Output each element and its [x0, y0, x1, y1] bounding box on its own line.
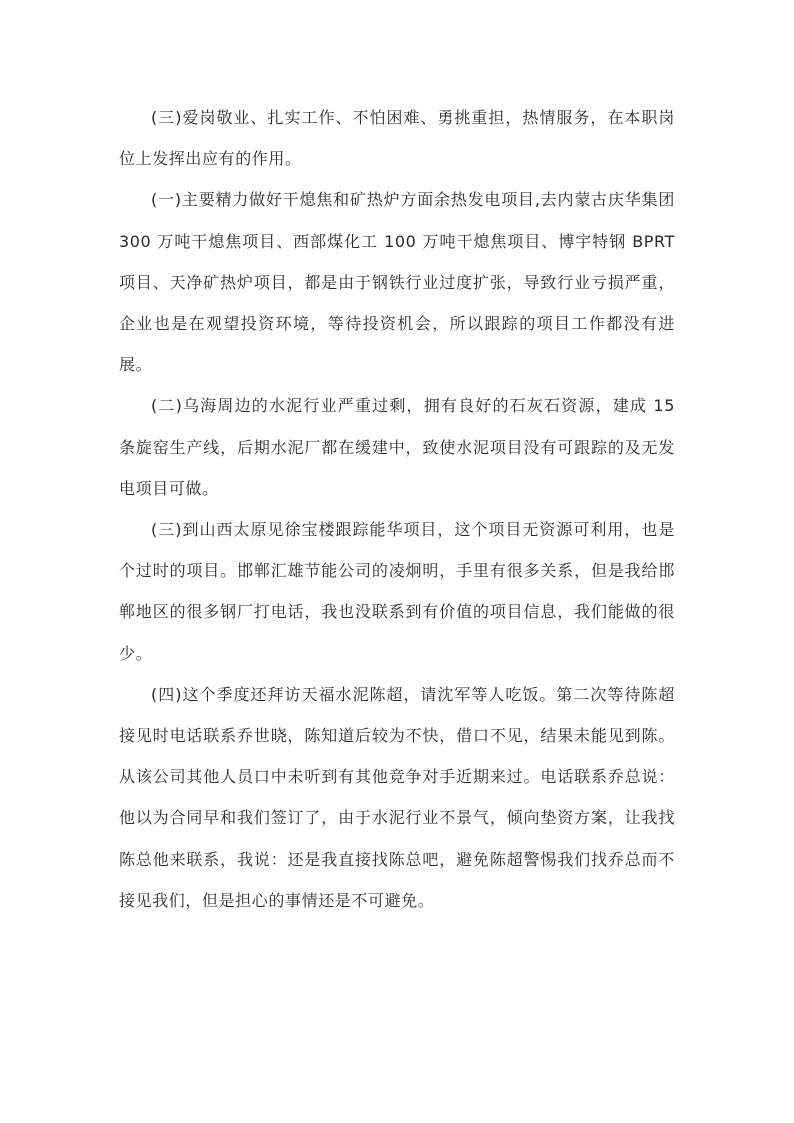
paragraph-love-work: (三)爱岗敬业、扎实工作、不怕困难、勇挑重担，热情服务，在本职岗位上发挥出应有的作用。	[119, 108, 675, 169]
paragraph-wuhai-cement: (二)乌海周边的水泥行业严重过剩，拥有良好的石灰石资源，建成 15 条旋窑生产线，后期水泥厂都在缓建中，致使水泥项目没有可跟踪的及无发电项目可做。	[119, 396, 675, 498]
document-body	[119, 97, 675, 921]
paragraph-tianfu-cement: (四)这个季度还拜访天福水泥陈超，请沈军等人吃饭。第二次等待陈超接见时电话联系乔世晓，陈知道后较为不快，借口不见，结果未能见到陈。从该公司其他人员口中未听到有其他竞争对手近期来过。电话联系乔总说：他以为合同早和我们签订了，由于水泥行业不景气，倾向垫资方案，让我找陈总他来联系，我说：还是我直接找陈总吧，避免陈超警惕我们找乔总而不接见我们，但是担心的事情还是不可避免。	[119, 684, 675, 910]
paragraph-waste-heat-projects: (一)主要精力做好干熄焦和矿热炉方面余热发电项目,去内蒙古庆华集团 300 万吨干熄焦项目、西部煤化工 100 万吨干熄焦项目、博宇特钢 BPRT 项目、天净矿热炉项目，都是由于钢铁行业过度扩张，导致行业亏损严重，企业也是在观望投资环境，等待投资机会，所以跟踪的项目工作都没有进展。	[119, 190, 675, 375]
paragraph-shanxi-taiyuan: (三)到山西太原见徐宝楼跟踪能华项目，这个项目无资源可利用，也是个过时的项目。邯郸汇雄节能公司的凌炯明，手里有很多关系，但是我给邯郸地区的很多钢厂打电话，我也没联系到有价值的项目信息，我们能做的很少。	[119, 520, 675, 663]
